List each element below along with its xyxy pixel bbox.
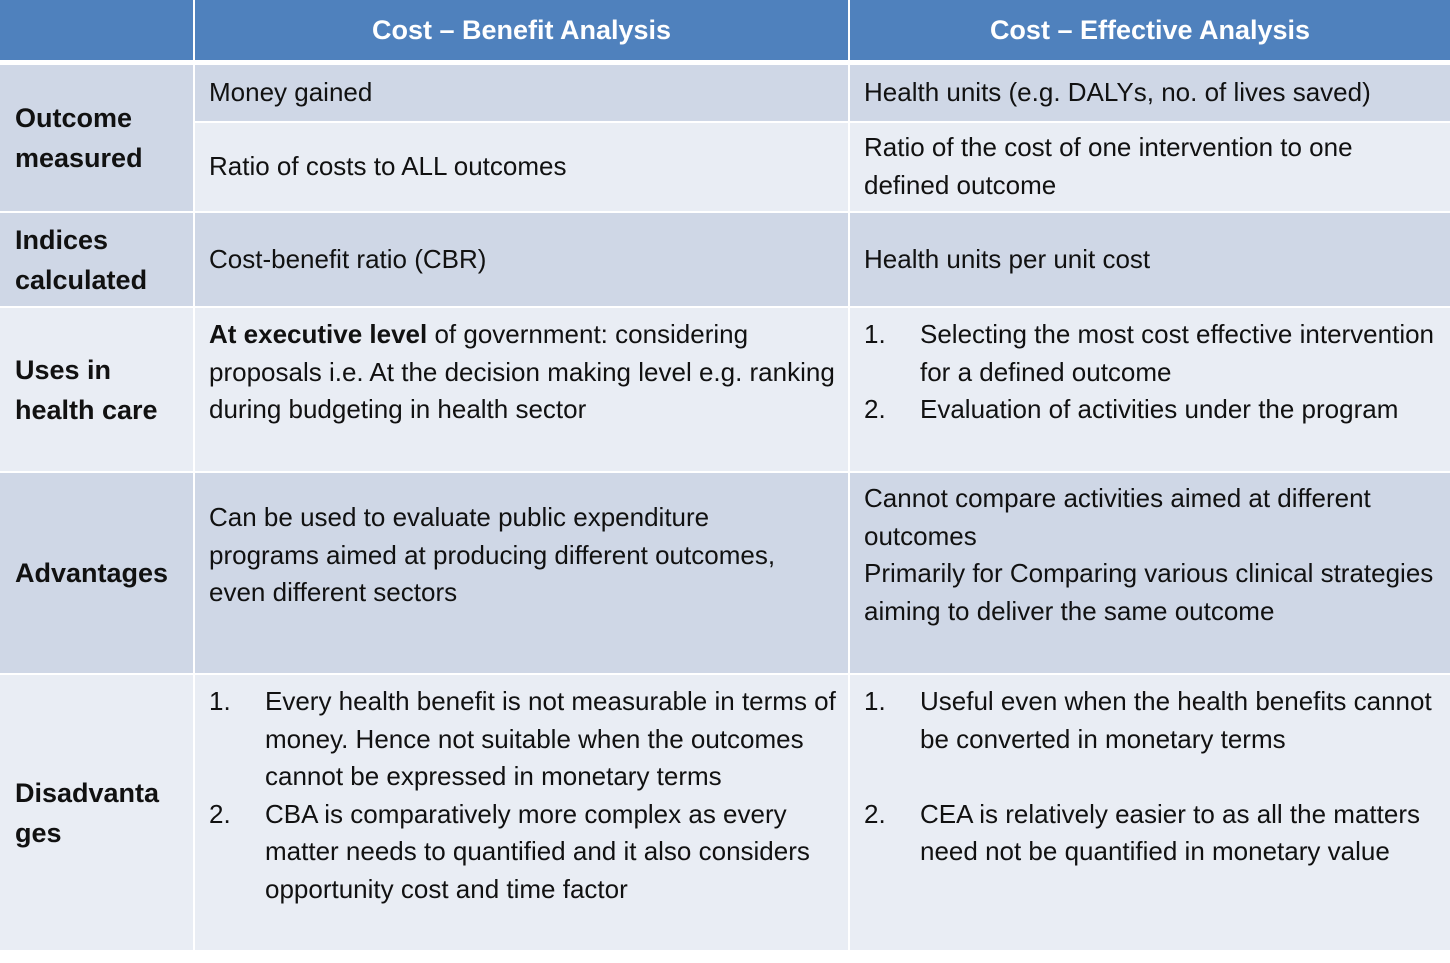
uses-cba bbox=[195, 308, 848, 471]
list-number: 2. bbox=[864, 798, 886, 829]
advantages-cea-text-2: Primarily for Comparing various clinical strategies aiming to deliver the same outcome bbox=[864, 558, 1434, 626]
disadvantages-cea bbox=[850, 675, 1450, 950]
outcome-cea-1: Health units (e.g. DALYs, no. of lives saved) bbox=[850, 65, 1450, 121]
uses-cba-text bbox=[209, 316, 838, 429]
row-label-uses: Uses in health care bbox=[0, 308, 193, 471]
header-empty-cell bbox=[0, 0, 193, 60]
header-cost-benefit: Cost – Benefit Analysis bbox=[195, 0, 848, 60]
list-text: Every health benefit is not measurable in terms of money. Hence not suitable when the outcomes cannot be expressed in monetary terms bbox=[265, 686, 836, 792]
row-label-disadvantages bbox=[0, 675, 193, 950]
disadvantages-cea-item-1 bbox=[864, 683, 1442, 758]
outcome-cba-1: Money gained bbox=[195, 65, 848, 121]
header-cost-effective: Cost – Effective Analysis bbox=[850, 0, 1450, 60]
indices-cea: Health units per unit cost bbox=[850, 213, 1450, 306]
list-spacer bbox=[864, 758, 1442, 796]
advantages-cea bbox=[850, 473, 1450, 673]
list-text: CEA is relatively easier to as all the matters need not be quantified in monetary value bbox=[920, 798, 1420, 867]
uses-cea-item-1 bbox=[864, 316, 1440, 391]
disadvantages-cea-item-2 bbox=[864, 796, 1442, 871]
uses-cba-bold: At executive level bbox=[209, 319, 428, 349]
uses-cea-item-2 bbox=[864, 391, 1440, 429]
list-number: 1. bbox=[864, 686, 886, 716]
list-text: Evaluation of activities under the program bbox=[920, 394, 1399, 425]
list-number: 1. bbox=[864, 319, 886, 349]
list-text: CBA is comparatively more complex as every matter needs to quantified and it also considers opportunity cost and time factor bbox=[265, 798, 810, 904]
list-number: 2. bbox=[864, 394, 886, 425]
disadvantages-cba bbox=[195, 675, 848, 950]
list-number: 1. bbox=[209, 686, 231, 716]
advantages-cba-text: Can be used to evaluate public expenditure programs aimed at producing different outcomes, even different sectors bbox=[209, 502, 776, 608]
list-text: Selecting the most cost effective intervention for a defined outcome bbox=[920, 319, 1435, 387]
uses-cba-rest: of government: considering proposals i.e. At the decision making level e.g. ranking during budgeting in health sector bbox=[209, 319, 835, 425]
advantages-cea-text-1: Cannot compare activities aimed at different outcomes bbox=[864, 483, 1371, 551]
row-label-disadvantages-text: Disadvantages bbox=[15, 777, 160, 848]
row-label-advantages: Advantages bbox=[0, 473, 193, 673]
list-text: Useful even when the health benefits cannot be converted in monetary terms bbox=[920, 686, 1432, 754]
row-label-indices: Indices calculated bbox=[0, 213, 193, 306]
disadvantages-cba-item-1 bbox=[209, 683, 840, 796]
indices-cba: Cost-benefit ratio (CBR) bbox=[195, 213, 848, 306]
uses-cea bbox=[850, 308, 1450, 471]
outcome-cea-2: Ratio of the cost of one intervention to one defined outcome bbox=[850, 123, 1450, 211]
list-number: 2. bbox=[209, 798, 231, 829]
row-label-outcome: Outcome measured bbox=[0, 65, 193, 211]
disadvantages-cba-item-2 bbox=[209, 796, 840, 909]
advantages-cba bbox=[195, 473, 848, 673]
outcome-cba-2: Ratio of costs to ALL outcomes bbox=[195, 123, 848, 211]
